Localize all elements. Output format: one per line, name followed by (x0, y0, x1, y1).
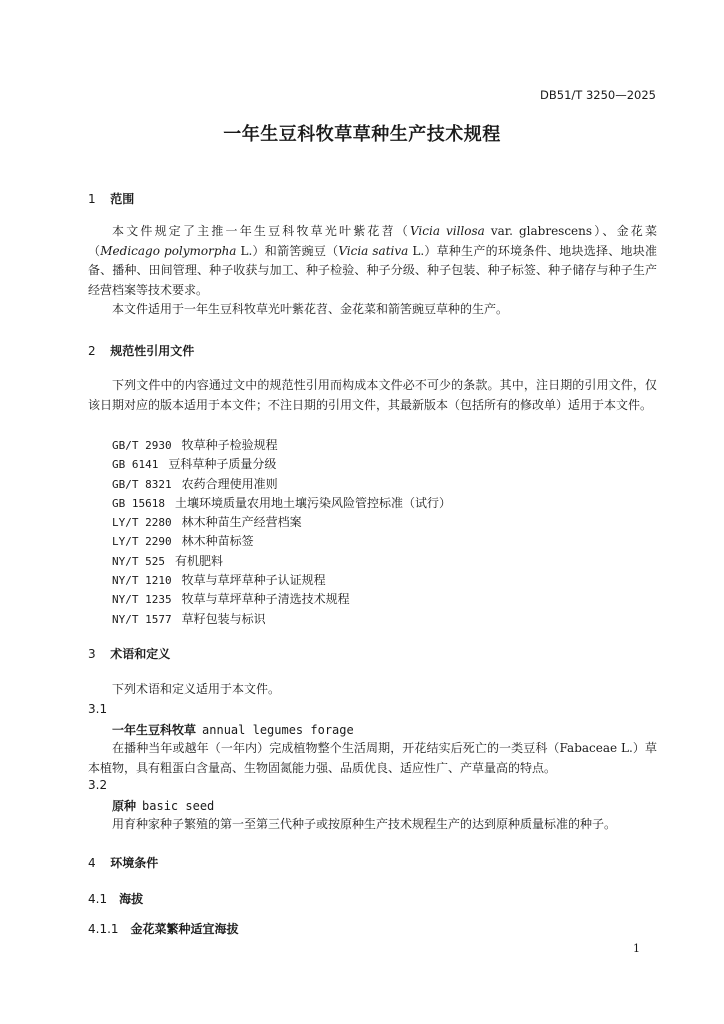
section-number: 1 (88, 192, 96, 206)
section-title: 环境条件 (110, 856, 159, 870)
reference-code: NY/T 1577 (112, 612, 172, 626)
subsection-4-1-heading (88, 890, 143, 907)
reference-code: LY/T 2280 (112, 516, 172, 530)
reference-item (112, 610, 451, 629)
reference-name: 林木种苗标签 (181, 534, 254, 549)
reference-name: 林木种苗生产经营档案 (181, 515, 302, 530)
normative-references-intro: 下列文件中的内容通过文中的规范性引用而构成本文件必不可少的条款。其中，注日期的引用文件，仅该日期对应的版本适用于本文件；不注日期的引用文件，其最新版本（包括所有的修改单）适用于本文件。 (88, 378, 657, 412)
section-title: 规范性引用文件 (110, 344, 195, 358)
document-title: 一年生豆科牧草草种生产技术规程 (223, 124, 501, 145)
section-number: 2 (88, 344, 96, 358)
reference-code: NY/T 1235 (112, 593, 172, 607)
latin-name: Medicago polymorpha (100, 243, 237, 258)
text-run: L.）草种生产的环境条件、地块选择、地块准备、播种、田间管理、种子收获与加工、种子检验、种子分级、种子包装、种子标签、种子储存与种子生产经营档案等技术要求。 (88, 243, 657, 297)
section-1-heading (88, 190, 134, 207)
reference-code: GB 6141 (112, 458, 159, 472)
reference-code: GB 15618 (112, 496, 165, 510)
reference-item (112, 455, 451, 474)
section-number: 4 (88, 856, 96, 870)
term-name-zh: 一年生豆科牧草 (112, 723, 197, 737)
subsection-number: 4.1.1 (88, 922, 119, 936)
reference-item (112, 475, 451, 494)
reference-name: 草籽包装与标识 (181, 611, 266, 626)
reference-item (112, 590, 451, 609)
scope-applicability: 本文件适用于一年生豆科牧草光叶紫花苕、金花菜和箭筈豌豆草种的生产。 (112, 302, 509, 316)
section-2-heading (88, 342, 194, 359)
section-number: 3 (88, 647, 96, 661)
term-number: 3.1 (88, 702, 108, 716)
reference-item (112, 494, 451, 513)
reference-name: 牧草种子检验规程 (181, 438, 278, 452)
section-3-heading (88, 645, 170, 662)
terms-intro: 下列术语和定义适用于本文件。 (112, 682, 281, 696)
latin-name: Vicia villosa (409, 224, 485, 238)
reference-item (112, 513, 451, 532)
reference-item (112, 436, 451, 455)
reference-code: LY/T 2290 (112, 535, 172, 549)
reference-code: NY/T 525 (112, 554, 165, 568)
reference-code: GB/T 8321 (112, 477, 172, 491)
latin-name: Vicia sativa (338, 243, 409, 258)
section-title: 术语和定义 (110, 647, 171, 661)
section-title: 范围 (110, 192, 135, 206)
scope-paragraph (88, 222, 657, 300)
subsection-title: 海拔 (119, 892, 144, 906)
reference-item (112, 571, 451, 590)
term-definition: 用育种家种子繁殖的第一至第三代种子或按原种生产技术规程生产的达到原种质量标准的种子。 (112, 817, 617, 831)
term-name (112, 797, 214, 814)
text-run: L.）和箭筈豌豆（ (236, 243, 339, 258)
reference-name: 牧草与草坪草种子认证规程 (181, 573, 326, 588)
term-name-zh: 原种 (112, 799, 137, 813)
text-run: var. glabrescens）、金花菜（ (88, 224, 657, 258)
section-4-heading (88, 854, 158, 871)
term-definition: 在播种当年或越年（一年内）完成植物整个生活周期，开花结实后死亡的一类豆科（Fabaceae L.）草本植物，具有粗蛋白含量高、生物固氮能力强、品质优良、适应性广、产草量高的特点。 (88, 741, 657, 775)
reference-name: 农药合理使用准则 (181, 476, 278, 491)
reference-code: GB/T 2930 (112, 439, 172, 452)
reference-name: 豆科草种子质量分级 (168, 457, 277, 472)
reference-name: 土壤环境质量农用地土壤污染风险管控标准（试行） (174, 495, 451, 510)
text-run: 本文件规定了主推一年生豆科牧草光叶紫花苕（ (112, 224, 410, 238)
reference-code: NY/T 1210 (112, 574, 172, 588)
reference-item (112, 552, 451, 571)
term-name (112, 721, 354, 738)
subsection-number: 4.1 (88, 892, 108, 906)
page-number: 1 (633, 942, 640, 955)
subsection-title: 金花菜繁种适宜海拔 (130, 922, 239, 936)
term-name-en: annual legumes forage (202, 723, 354, 737)
reference-name: 牧草与草坪草种子清选技术规程 (181, 592, 350, 607)
standard-code: DB51/T 3250—2025 (540, 88, 656, 102)
reference-list (112, 436, 451, 629)
subsection-4-1-1-heading (88, 920, 239, 937)
term-name-en: basic seed (142, 799, 215, 813)
reference-name: 有机肥料 (174, 553, 223, 568)
term-number: 3.2 (88, 778, 108, 792)
reference-item (112, 532, 451, 551)
